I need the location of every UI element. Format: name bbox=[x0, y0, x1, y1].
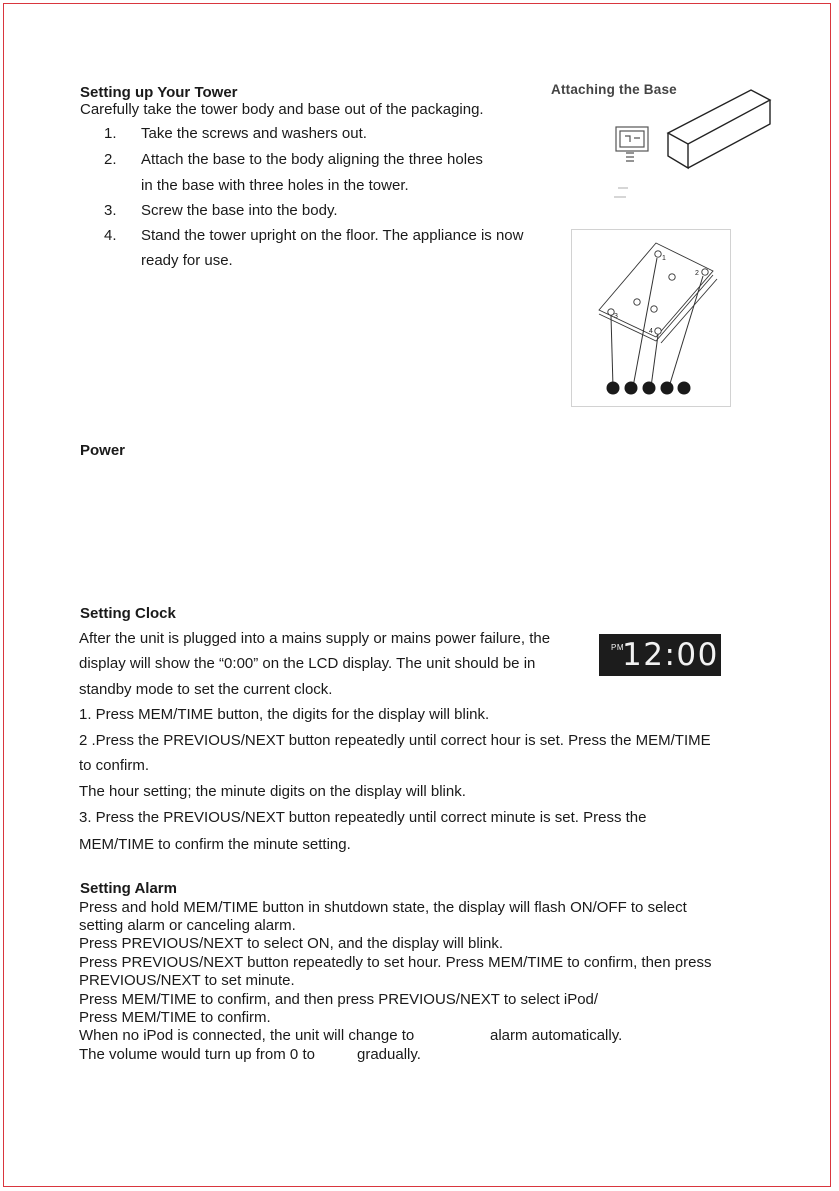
alarm-text-line: Press MEM/TIME to confirm. bbox=[79, 1009, 271, 1026]
step-number: 2. bbox=[104, 151, 117, 168]
holes-diagram-illustration bbox=[571, 229, 731, 407]
alarm-text-line: setting alarm or canceling alarm. bbox=[79, 917, 296, 934]
alarm-text-line: Press PREVIOUS/NEXT to select ON, and the display will blink. bbox=[79, 935, 504, 952]
step-text: Stand the tower upright on the floor. The appliance is now bbox=[141, 227, 524, 244]
step-number: 3. bbox=[104, 202, 117, 219]
attaching-base-illustration bbox=[596, 78, 776, 218]
tower-intro: Carefully take the tower body and base out of the packaging. bbox=[80, 101, 484, 118]
clock-text-line: standby mode to set the current clock. bbox=[79, 681, 333, 698]
hole-label: 3 bbox=[614, 313, 618, 320]
alarm-text-line: PREVIOUS/NEXT to set minute. bbox=[79, 972, 295, 989]
alarm-heading: Setting Alarm bbox=[80, 880, 177, 897]
attaching-base-title: Attaching the Base bbox=[551, 82, 677, 97]
lcd-time-value: 12:00 bbox=[622, 637, 719, 673]
clock-text-line: The hour setting; the minute digits on the display will blink. bbox=[79, 783, 466, 800]
alarm-volume-text-end: gradually. bbox=[357, 1046, 421, 1063]
alarm-text-line: Press PREVIOUS/NEXT button repeatedly to set hour. Press MEM/TIME to confirm, then press bbox=[79, 954, 712, 971]
tower-heading: Setting up Your Tower bbox=[80, 84, 238, 101]
clock-text-line: display will show the “0:00” on the LCD display. The unit should be in bbox=[79, 655, 536, 672]
step-text-continued: in the base with three holes in the tower. bbox=[141, 177, 409, 194]
alarm-auto-text-end: alarm automatically. bbox=[490, 1027, 623, 1044]
alarm-auto-text: When no iPod is connected, the unit will change to bbox=[79, 1027, 415, 1044]
alarm-volume-text: The volume would turn up from 0 to bbox=[79, 1046, 315, 1063]
step-number: 4. bbox=[104, 227, 117, 244]
alarm-text-line: Press and hold MEM/TIME button in shutdown state, the display will flash ON/OFF to select bbox=[79, 899, 687, 916]
clock-heading: Setting Clock bbox=[80, 605, 176, 622]
clock-text-line: to confirm. bbox=[79, 757, 150, 774]
step-text: Attach the base to the body aligning the three holes bbox=[141, 151, 483, 168]
power-heading: Power bbox=[80, 442, 126, 459]
step-text: Take the screws and washers out. bbox=[141, 125, 367, 142]
step-text: Screw the base into the body. bbox=[141, 202, 338, 219]
clock-step-line: 2 .Press the PREVIOUS/NEXT button repeatedly until correct hour is set. Press the MEM/TIME bbox=[79, 732, 711, 749]
hole-label: 2 bbox=[695, 270, 699, 277]
lcd-clock-display bbox=[599, 634, 721, 676]
step-text-continued: ready for use. bbox=[141, 252, 233, 269]
hole-label: 1 bbox=[662, 255, 666, 262]
step-number: 1. bbox=[104, 125, 117, 142]
clock-text-line: After the unit is plugged into a mains supply or mains power failure, the bbox=[79, 630, 551, 647]
clock-step-line: 1. Press MEM/TIME button, the digits for the display will blink. bbox=[79, 706, 490, 723]
clock-step-line: 3. Press the PREVIOUS/NEXT button repeatedly until correct minute is set. Press the bbox=[79, 809, 647, 826]
hole-label: 4 bbox=[649, 328, 653, 335]
clock-text-line: MEM/TIME to confirm the minute setting. bbox=[79, 836, 351, 853]
alarm-text-line: Press MEM/TIME to confirm, and then press PREVIOUS/NEXT to select iPod/ bbox=[79, 991, 599, 1008]
lcd-pm-indicator: PM bbox=[611, 643, 624, 652]
